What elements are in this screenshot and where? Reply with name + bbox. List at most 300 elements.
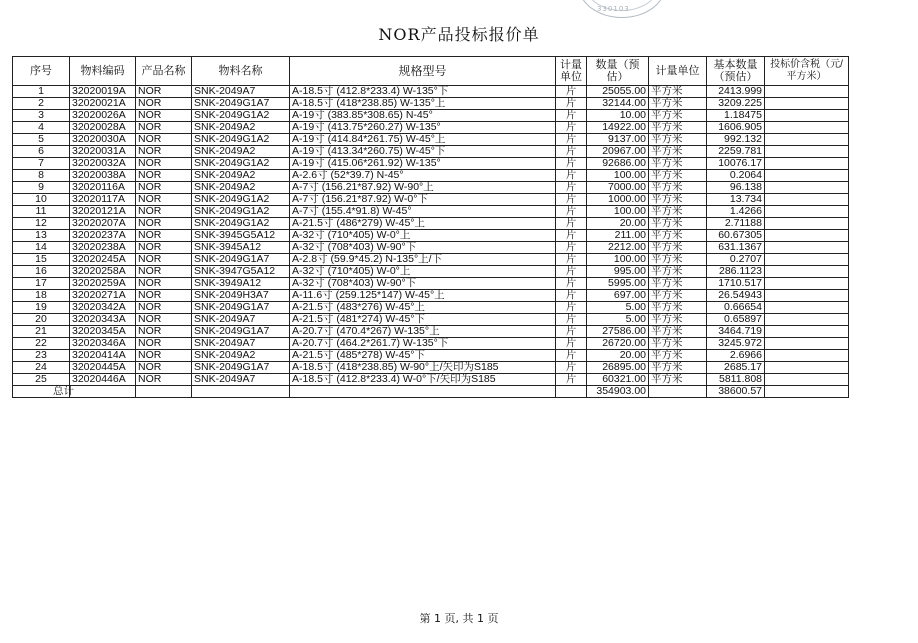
cell-product-name: NOR	[136, 230, 192, 242]
cell-unit-measure: 片	[556, 278, 587, 290]
table-row	[13, 206, 849, 218]
cell-quantity: 27586.00	[587, 326, 649, 338]
quotation-table	[12, 56, 849, 398]
cell-basic-quantity: 13.734	[707, 194, 765, 206]
cell-material-code: 32020038A	[70, 170, 136, 182]
cell-material-code: 32020019A	[70, 86, 136, 98]
cell-material-code: 32020207A	[70, 218, 136, 230]
header-product-name: 产品名称	[136, 57, 192, 86]
cell-material-name: SNK-3945A12	[192, 242, 290, 254]
cell-price	[765, 134, 849, 146]
cell-material-name: SNK-2049A2	[192, 122, 290, 134]
cell-spec: A-18.5寸 (412.8*233.4) W-135°下	[290, 86, 556, 98]
cell-spec: A-19寸 (414.84*261.75) W-45°上	[290, 134, 556, 146]
total-quantity: 354903.00	[587, 386, 649, 398]
cell-material-code: 32020414A	[70, 350, 136, 362]
cell-unit-measure: 片	[556, 146, 587, 158]
cell-quantity: 5.00	[587, 302, 649, 314]
cell-unit: 平方米	[649, 182, 707, 194]
cell-material-code: 32020237A	[70, 230, 136, 242]
cell-spec: A-19寸 (383.85*308.65) N-45°	[290, 110, 556, 122]
cell-material-name: SNK-2049H3A7	[192, 290, 290, 302]
cell-material-code: 32020032A	[70, 158, 136, 170]
cell-product-name: NOR	[136, 194, 192, 206]
cell-seq: 22	[13, 338, 70, 350]
cell-unit: 平方米	[649, 122, 707, 134]
cell-unit: 平方米	[649, 110, 707, 122]
total-empty-code	[70, 386, 136, 398]
cell-product-name: NOR	[136, 326, 192, 338]
cell-price	[765, 350, 849, 362]
cell-price	[765, 194, 849, 206]
header-seq: 序号	[13, 57, 70, 86]
header-unit: 计量单位	[649, 57, 707, 86]
cell-product-name: NOR	[136, 290, 192, 302]
cell-material-code: 32020028A	[70, 122, 136, 134]
cell-quantity: 92686.00	[587, 158, 649, 170]
cell-seq: 6	[13, 146, 70, 158]
cell-price	[765, 182, 849, 194]
cell-seq: 25	[13, 374, 70, 386]
table-row	[13, 122, 849, 134]
cell-spec: A-7寸 (156.21*87.92) W-90°上	[290, 182, 556, 194]
cell-unit: 平方米	[649, 338, 707, 350]
cell-basic-quantity: 1.4266	[707, 206, 765, 218]
cell-product-name: NOR	[136, 98, 192, 110]
cell-quantity: 26720.00	[587, 338, 649, 350]
cell-unit: 平方米	[649, 254, 707, 266]
cell-material-code: 32020116A	[70, 182, 136, 194]
table-row	[13, 278, 849, 290]
cell-basic-quantity: 2259.781	[707, 146, 765, 158]
cell-unit: 平方米	[649, 326, 707, 338]
cell-price	[765, 374, 849, 386]
cell-unit-measure: 片	[556, 134, 587, 146]
cell-material-code: 32020031A	[70, 146, 136, 158]
cell-product-name: NOR	[136, 218, 192, 230]
cell-unit-measure: 片	[556, 98, 587, 110]
cell-basic-quantity: 0.65897	[707, 314, 765, 326]
cell-basic-quantity: 286.1123	[707, 266, 765, 278]
cell-product-name: NOR	[136, 146, 192, 158]
header-quantity: 数量（预估）	[587, 57, 649, 86]
cell-material-name: SNK-2049G1A2	[192, 134, 290, 146]
cell-unit: 平方米	[649, 278, 707, 290]
cell-spec: A-32寸 (708*403) W-90°下	[290, 242, 556, 254]
cell-unit-measure: 片	[556, 110, 587, 122]
cell-unit-measure: 片	[556, 182, 587, 194]
cell-basic-quantity: 0.2707	[707, 254, 765, 266]
cell-product-name: NOR	[136, 350, 192, 362]
cell-quantity: 100.00	[587, 254, 649, 266]
cell-unit: 平方米	[649, 86, 707, 98]
cell-material-name: SNK-2049A2	[192, 170, 290, 182]
cell-spec: A-21.5寸 (481*274) W-45°下	[290, 314, 556, 326]
cell-price	[765, 170, 849, 182]
cell-spec: A-32寸 (710*405) W-0°上	[290, 230, 556, 242]
cell-product-name: NOR	[136, 266, 192, 278]
cell-material-code: 32020446A	[70, 374, 136, 386]
cell-seq: 7	[13, 158, 70, 170]
cell-material-name: SNK-2049A7	[192, 314, 290, 326]
cell-material-code: 32020271A	[70, 290, 136, 302]
cell-product-name: NOR	[136, 242, 192, 254]
cell-material-code: 32020026A	[70, 110, 136, 122]
cell-material-name: SNK-2049A2	[192, 350, 290, 362]
cell-unit: 平方米	[649, 134, 707, 146]
cell-quantity: 20.00	[587, 350, 649, 362]
cell-material-name: SNK-2049A7	[192, 338, 290, 350]
cell-product-name: NOR	[136, 158, 192, 170]
header-material-name: 物料名称	[192, 57, 290, 86]
cell-unit-measure: 片	[556, 158, 587, 170]
cell-quantity: 100.00	[587, 206, 649, 218]
cell-unit-measure: 片	[556, 86, 587, 98]
cell-spec: A-2.8寸 (59.9*45.2) N-135°上/下	[290, 254, 556, 266]
cell-product-name: NOR	[136, 254, 192, 266]
cell-basic-quantity: 1606.905	[707, 122, 765, 134]
cell-basic-quantity: 5811.808	[707, 374, 765, 386]
cell-product-name: NOR	[136, 278, 192, 290]
header-row	[13, 57, 849, 86]
cell-basic-quantity: 60.67305	[707, 230, 765, 242]
cell-seq: 24	[13, 362, 70, 374]
total-empty-spec	[290, 386, 556, 398]
cell-product-name: NOR	[136, 182, 192, 194]
cell-spec: A-19寸 (415.06*261.92) W-135°	[290, 158, 556, 170]
cell-quantity: 20967.00	[587, 146, 649, 158]
cell-unit: 平方米	[649, 206, 707, 218]
cell-basic-quantity: 0.66654	[707, 302, 765, 314]
cell-material-name: SNK-2049A7	[192, 374, 290, 386]
cell-material-code: 32020342A	[70, 302, 136, 314]
cell-spec: A-7寸 (155.4*91.8) W-45°	[290, 206, 556, 218]
cell-seq: 15	[13, 254, 70, 266]
cell-basic-quantity: 0.2064	[707, 170, 765, 182]
cell-basic-quantity: 2413.999	[707, 86, 765, 98]
table-row	[13, 98, 849, 110]
cell-quantity: 5995.00	[587, 278, 649, 290]
cell-unit-measure: 片	[556, 302, 587, 314]
cell-seq: 16	[13, 266, 70, 278]
cell-seq: 13	[13, 230, 70, 242]
total-empty-name	[192, 386, 290, 398]
cell-spec: A-11.6寸 (259.125*147) W-45°上	[290, 290, 556, 302]
cell-material-code: 32020345A	[70, 326, 136, 338]
table-row	[13, 290, 849, 302]
table-row	[13, 314, 849, 326]
cell-unit: 平方米	[649, 350, 707, 362]
cell-product-name: NOR	[136, 302, 192, 314]
cell-unit-measure: 片	[556, 206, 587, 218]
cell-material-code: 32020245A	[70, 254, 136, 266]
cell-unit-measure: 片	[556, 374, 587, 386]
cell-price	[765, 158, 849, 170]
cell-seq: 17	[13, 278, 70, 290]
cell-basic-quantity: 2.6966	[707, 350, 765, 362]
page-footer: 第 1 页, 共 1 页	[419, 612, 499, 625]
cell-price	[765, 362, 849, 374]
table-row	[13, 218, 849, 230]
cell-price	[765, 146, 849, 158]
header-price: 投标价含税（元/平方米）	[765, 57, 849, 86]
cell-material-code: 32020445A	[70, 362, 136, 374]
cell-unit: 平方米	[649, 290, 707, 302]
cell-material-name: SNK-2049G1A7	[192, 302, 290, 314]
cell-basic-quantity: 2685.17	[707, 362, 765, 374]
cell-seq: 1	[13, 86, 70, 98]
cell-price	[765, 218, 849, 230]
cell-seq: 20	[13, 314, 70, 326]
cell-spec: A-19寸 (413.75*260.27) W-135°	[290, 122, 556, 134]
cell-basic-quantity: 1710.517	[707, 278, 765, 290]
cell-unit-measure: 片	[556, 170, 587, 182]
table-row	[13, 302, 849, 314]
cell-spec: A-21.5寸 (485*278) W-45°下	[290, 350, 556, 362]
cell-quantity: 25055.00	[587, 86, 649, 98]
table-row	[13, 182, 849, 194]
cell-material-name: SNK-2049A2	[192, 146, 290, 158]
cell-seq: 3	[13, 110, 70, 122]
cell-quantity: 9137.00	[587, 134, 649, 146]
cell-unit-measure: 片	[556, 290, 587, 302]
cell-quantity: 14922.00	[587, 122, 649, 134]
header-unit-measure: 计量单位	[556, 57, 587, 86]
cell-basic-quantity: 96.138	[707, 182, 765, 194]
cell-price	[765, 230, 849, 242]
cell-unit-measure: 片	[556, 230, 587, 242]
cell-product-name: NOR	[136, 338, 192, 350]
table-row	[13, 158, 849, 170]
table-row	[13, 134, 849, 146]
cell-price	[765, 254, 849, 266]
cell-unit: 平方米	[649, 302, 707, 314]
cell-unit: 平方米	[649, 314, 707, 326]
cell-quantity: 100.00	[587, 170, 649, 182]
table-row	[13, 194, 849, 206]
table-row	[13, 266, 849, 278]
cell-product-name: NOR	[136, 134, 192, 146]
header-basic-quantity: 基本数量（预估）	[707, 57, 765, 86]
cell-seq: 2	[13, 98, 70, 110]
cell-seq: 18	[13, 290, 70, 302]
cell-unit: 平方米	[649, 374, 707, 386]
cell-material-code: 32020030A	[70, 134, 136, 146]
cell-quantity: 5.00	[587, 314, 649, 326]
cell-material-name: SNK-2049A7	[192, 86, 290, 98]
cell-quantity: 2212.00	[587, 242, 649, 254]
cell-spec: A-18.5寸 (412.8*233.4) W-0°下/矢印为S185	[290, 374, 556, 386]
cell-material-name: SNK-2049G1A7	[192, 362, 290, 374]
table-row	[13, 362, 849, 374]
cell-unit-measure: 片	[556, 218, 587, 230]
cell-basic-quantity: 3464.719	[707, 326, 765, 338]
cell-material-code: 32020343A	[70, 314, 136, 326]
cell-material-name: SNK-3945G5A12	[192, 230, 290, 242]
cell-basic-quantity: 992.132	[707, 134, 765, 146]
cell-material-code: 32020121A	[70, 206, 136, 218]
cell-unit-measure: 片	[556, 122, 587, 134]
cell-spec: A-18.5寸 (418*238.85) W-90°上/矢印为S185	[290, 362, 556, 374]
cell-unit-measure: 片	[556, 266, 587, 278]
cell-material-name: SNK-2049G1A7	[192, 98, 290, 110]
total-empty-unit	[649, 386, 707, 398]
cell-material-name: SNK-2049G1A7	[192, 326, 290, 338]
cell-seq: 9	[13, 182, 70, 194]
cell-spec: A-19寸 (413.34*260.75) W-45°下	[290, 146, 556, 158]
cell-seq: 23	[13, 350, 70, 362]
cell-seq: 11	[13, 206, 70, 218]
cell-quantity: 7000.00	[587, 182, 649, 194]
cell-basic-quantity: 3209.225	[707, 98, 765, 110]
cell-spec: A-32寸 (710*405) W-0°上	[290, 266, 556, 278]
company-seal	[578, 0, 666, 18]
cell-quantity: 60321.00	[587, 374, 649, 386]
cell-unit-measure: 片	[556, 338, 587, 350]
cell-unit: 平方米	[649, 170, 707, 182]
cell-basic-quantity: 631.1367	[707, 242, 765, 254]
cell-unit: 平方米	[649, 218, 707, 230]
cell-spec: A-20.7寸 (470.4*267) W-135°上	[290, 326, 556, 338]
cell-unit-measure: 片	[556, 350, 587, 362]
cell-material-code: 32020259A	[70, 278, 136, 290]
cell-seq: 21	[13, 326, 70, 338]
cell-price	[765, 290, 849, 302]
cell-unit: 平方米	[649, 158, 707, 170]
cell-spec: A-18.5寸 (418*238.85) W-135°上	[290, 98, 556, 110]
cell-unit: 平方米	[649, 98, 707, 110]
cell-material-code: 32020117A	[70, 194, 136, 206]
total-label: 总计	[13, 386, 70, 398]
total-basic-quantity: 38600.57	[707, 386, 765, 398]
cell-price	[765, 314, 849, 326]
cell-material-name: SNK-2049G1A2	[192, 158, 290, 170]
cell-spec: A-20.7寸 (464.2*261.7) W-135°下	[290, 338, 556, 350]
cell-material-name: SNK-2049G1A2	[192, 110, 290, 122]
table-row	[13, 86, 849, 98]
table-row	[13, 254, 849, 266]
cell-basic-quantity: 1.18475	[707, 110, 765, 122]
cell-basic-quantity: 10076.17	[707, 158, 765, 170]
cell-product-name: NOR	[136, 110, 192, 122]
table-row	[13, 170, 849, 182]
cell-seq: 5	[13, 134, 70, 146]
cell-basic-quantity: 2.71188	[707, 218, 765, 230]
cell-unit-measure: 片	[556, 242, 587, 254]
cell-quantity: 26895.00	[587, 362, 649, 374]
header-material-code: 物料编码	[70, 57, 136, 86]
cell-product-name: NOR	[136, 314, 192, 326]
cell-price	[765, 278, 849, 290]
cell-price	[765, 266, 849, 278]
cell-unit: 平方米	[649, 362, 707, 374]
cell-unit-measure: 片	[556, 254, 587, 266]
cell-quantity: 1000.00	[587, 194, 649, 206]
cell-material-code: 32020238A	[70, 242, 136, 254]
cell-product-name: NOR	[136, 362, 192, 374]
cell-unit-measure: 片	[556, 362, 587, 374]
cell-price	[765, 110, 849, 122]
cell-unit: 平方米	[649, 230, 707, 242]
cell-material-name: SNK-2049G1A2	[192, 206, 290, 218]
cell-product-name: NOR	[136, 86, 192, 98]
total-empty-product	[136, 386, 192, 398]
cell-seq: 10	[13, 194, 70, 206]
cell-material-code: 32020021A	[70, 98, 136, 110]
table-row	[13, 350, 849, 362]
cell-unit: 平方米	[649, 194, 707, 206]
cell-basic-quantity: 3245.972	[707, 338, 765, 350]
cell-price	[765, 302, 849, 314]
cell-seq: 19	[13, 302, 70, 314]
cell-quantity: 211.00	[587, 230, 649, 242]
page-title: NOR产品投标报价单	[378, 25, 540, 44]
table-row	[13, 242, 849, 254]
cell-unit-measure: 片	[556, 194, 587, 206]
cell-price	[765, 242, 849, 254]
cell-product-name: NOR	[136, 206, 192, 218]
cell-material-name: SNK-2049G1A2	[192, 218, 290, 230]
table-row	[13, 146, 849, 158]
cell-product-name: NOR	[136, 374, 192, 386]
header-spec: 规格型号	[290, 57, 556, 86]
cell-spec: A-7寸 (156.21*87.92) W-0°下	[290, 194, 556, 206]
company-seal-text: 330103	[597, 5, 630, 13]
cell-unit-measure: 片	[556, 314, 587, 326]
table-row	[13, 326, 849, 338]
cell-material-code: 32020258A	[70, 266, 136, 278]
cell-unit: 平方米	[649, 242, 707, 254]
cell-price	[765, 326, 849, 338]
cell-seq: 12	[13, 218, 70, 230]
cell-price	[765, 338, 849, 350]
cell-quantity: 20.00	[587, 218, 649, 230]
cell-unit-measure: 片	[556, 326, 587, 338]
cell-product-name: NOR	[136, 122, 192, 134]
cell-quantity: 32144.00	[587, 98, 649, 110]
table-row	[13, 374, 849, 386]
total-empty-price	[765, 386, 849, 398]
cell-price	[765, 122, 849, 134]
total-empty-um	[556, 386, 587, 398]
cell-price	[765, 86, 849, 98]
cell-spec: A-2.6寸 (52*39.7) N-45°	[290, 170, 556, 182]
cell-material-name: SNK-2049G1A2	[192, 194, 290, 206]
cell-price	[765, 98, 849, 110]
cell-spec: A-21.5寸 (483*276) W-45°上	[290, 302, 556, 314]
table-row	[13, 110, 849, 122]
cell-material-name: SNK-2049A2	[192, 182, 290, 194]
cell-quantity: 697.00	[587, 290, 649, 302]
cell-seq: 4	[13, 122, 70, 134]
table-row	[13, 338, 849, 350]
cell-material-name: SNK-3949A12	[192, 278, 290, 290]
cell-material-code: 32020346A	[70, 338, 136, 350]
cell-unit: 平方米	[649, 146, 707, 158]
cell-unit: 平方米	[649, 266, 707, 278]
cell-material-name: SNK-2049G1A7	[192, 254, 290, 266]
total-row	[13, 386, 849, 398]
cell-spec: A-32寸 (708*403) W-90°下	[290, 278, 556, 290]
cell-quantity: 10.00	[587, 110, 649, 122]
cell-product-name: NOR	[136, 170, 192, 182]
cell-material-name: SNK-3947G5A12	[192, 266, 290, 278]
cell-quantity: 995.00	[587, 266, 649, 278]
cell-seq: 8	[13, 170, 70, 182]
table-row	[13, 230, 849, 242]
cell-price	[765, 206, 849, 218]
cell-basic-quantity: 26.54943	[707, 290, 765, 302]
